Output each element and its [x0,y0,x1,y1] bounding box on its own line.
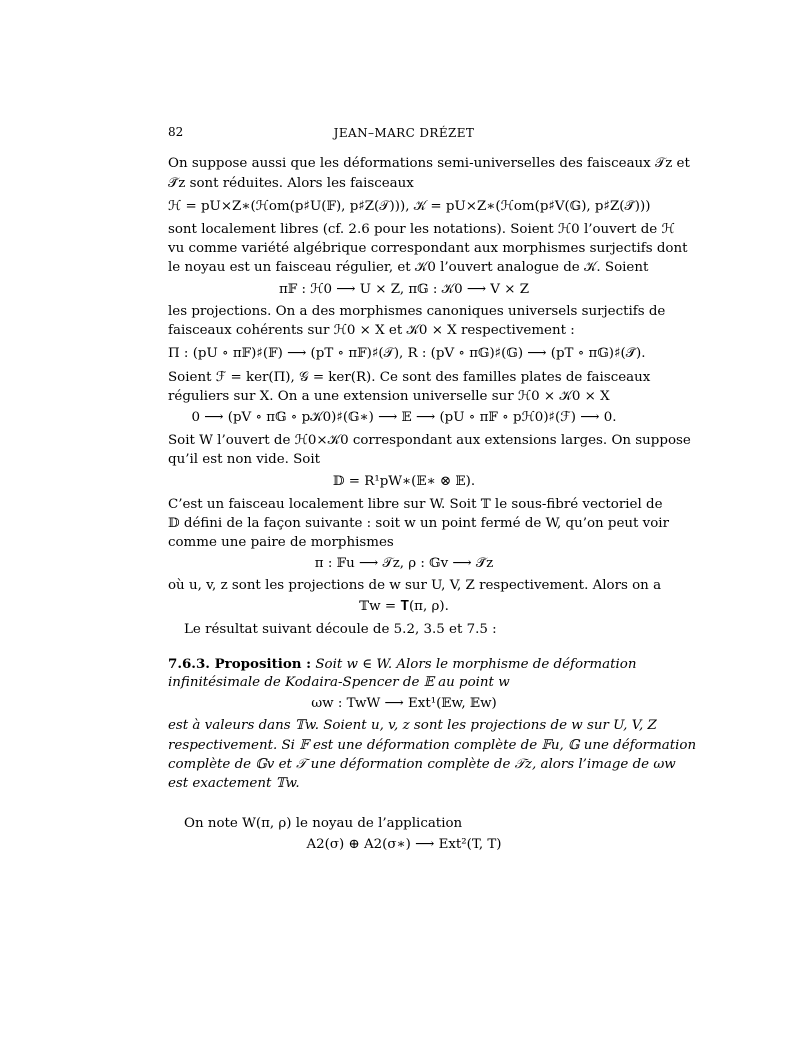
display-equation: 𝔻 = R¹pW∗(𝔼∗ ⊗ 𝔼). [332,474,476,489]
display-equation: 0 ⟶ (pV ∘ π𝔾 ∘ p𝒦0)♯(𝔾∗) ⟶ 𝔼 ⟶ (pU ∘ π𝔽 ∘ pℋ0)♯(ℱ) ⟶ 0. [191,410,617,425]
page-number: 82 [168,125,184,139]
body-text: sont localement libres (cf. 2.6 pour les notations). Soient ℋ0 l’ouvert de ℋ [168,222,675,237]
proposition-text: complète de 𝔾v et 𝒯 une déformation complète de 𝒯z, alors l’image de ωw [168,757,676,772]
proposition-label: 7.6.3. Proposition : [168,656,312,672]
proposition-text: infinitésimale de Kodaira-Spencer de 𝔼 au point w [168,675,510,690]
body-text: qu’il est non vide. Soit [168,452,321,467]
display-equation: A2(σ) ⊕ A2(σ∗) ⟶ Ext²(T, T) [306,837,502,852]
proposition-text: Soit w ∈ W. Alors le morphisme de déformation [311,657,637,672]
display-equation: 𝕋w = 𝐓(π, ρ). [359,599,449,614]
body-text: Soient ℱ = ker(Π), 𝒢 = ker(R). Ce sont des familles plates de faisceaux [168,370,651,385]
body-text: faisceaux cohérents sur ℋ0 × X et 𝒦0 × X respectivement : [168,323,575,338]
body-text: 𝔻 défini de la façon suivante : soit w un point fermé de W, qu’on peut voir [168,516,669,531]
body-text: où u, v, z sont les projections de w sur U, V, Z respectivement. Alors on a [168,578,662,593]
body-text: On suppose aussi que les déformations semi-universelles des faisceaux 𝒯z et [168,156,690,171]
body-text: C’est un faisceau localement libre sur W. Soit 𝕋 le sous-fibré vectoriel de [168,497,663,512]
proposition-text: est à valeurs dans 𝕋w. Soient u, v, z sont les projections de w sur U, V, Z [168,718,657,733]
body-text: réguliers sur X. On a une extension universelle sur ℋ0 × 𝒦0 × X [168,389,610,404]
body-text: 𝒯̃z sont réduites. Alors les faisceaux [168,176,414,191]
body-text: les projections. On a des morphismes canoniques universels surjectifs de [168,304,666,319]
display-equation: ℋ = pU×Z∗(ℋom(p♯U(𝔽), p♯Z(𝒯))), 𝒦 = pU×Z∗(ℋom(p♯V(𝔾), p♯Z(𝒯̃))) [168,199,651,214]
body-text: le noyau est un faisceau régulier, et 𝒦0 l’ouvert analogue de 𝒦. Soient [168,260,649,275]
display-equation: π𝔽 : ℋ0 ⟶ U × Z, π𝔾 : 𝒦0 ⟶ V × Z [278,282,530,297]
proposition-text: est exactement 𝕋w. [168,776,300,791]
body-text: On note W(π, ρ) le noyau de l’application [184,816,463,831]
display-equation: Π : (pU ∘ π𝔽)♯(𝔽) ⟶ (pT ∘ π𝔽)♯(𝒯), R : (pV ∘ π𝔾)♯(𝔾) ⟶ (pT ∘ π𝔾)♯(𝒯̃). [168,346,646,361]
body-text: Le résultat suivant découle de 5.2, 3.5 et 7.5 : [184,622,497,637]
display-equation: π : 𝔽u ⟶ 𝒯z, ρ : 𝔾v ⟶ 𝒯̃z [314,556,494,571]
proposition-text: respectivement. Si 𝔽 est une déformation complète de 𝔽u, 𝔾 une déformation [168,738,697,753]
body-text: Soit W l’ouvert de ℋ0×𝒦0 correspondant aux extensions larges. On suppose [168,433,691,448]
running-title: JEAN–MARC DRÉZET [333,126,475,140]
body-text: vu comme variété algébrique correspondant aux morphismes surjectifs dont [168,241,688,256]
display-equation: ωw : TwW ⟶ Ext¹(𝔼w, 𝔼w) [311,696,497,711]
body-text: comme une paire de morphismes [168,535,394,550]
proposition-heading [168,655,640,674]
